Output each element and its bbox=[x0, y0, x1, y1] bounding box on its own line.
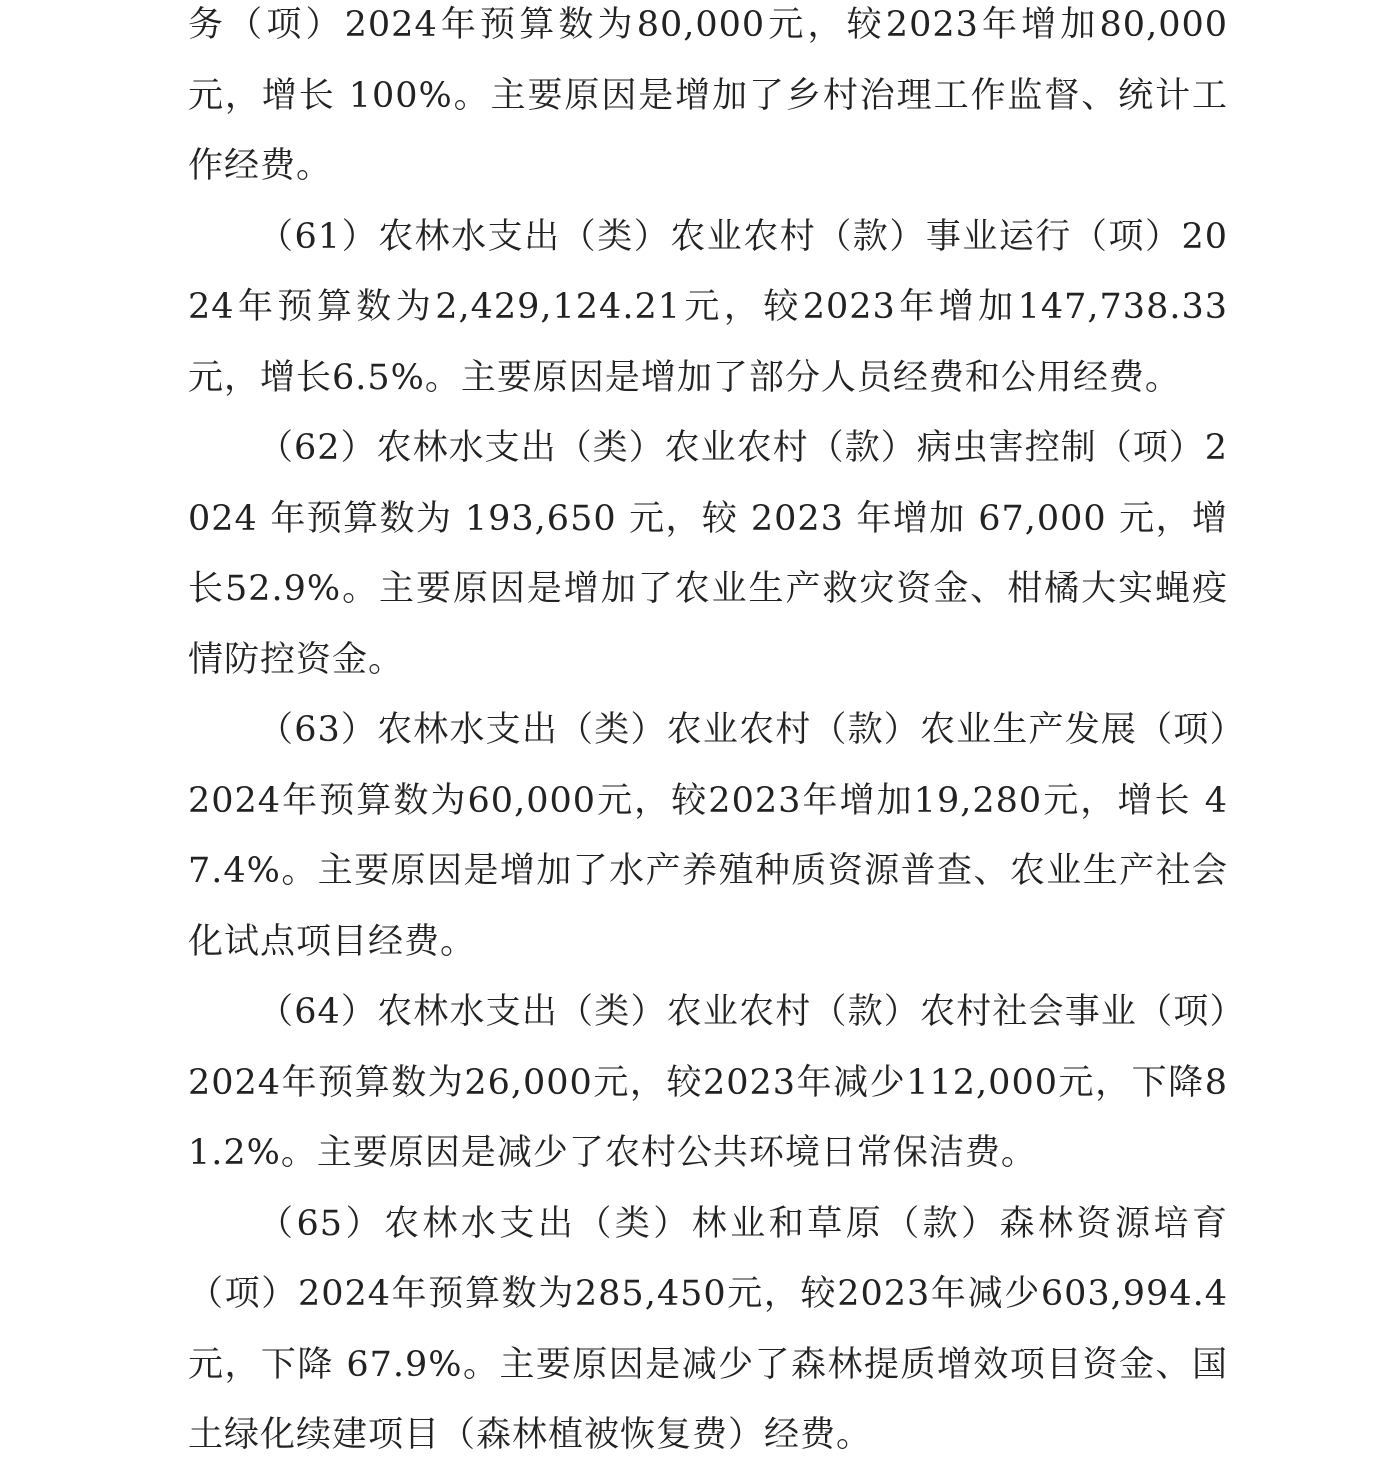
paragraph-62: （62）农林水支出（类）农业农村（款）病虫害控制（项）2024 年预算数为 193,650 元，较 2023 年增加 67,000 元，增长52.9%。主要原因是增加了农业生产救灾资金、柑橘大实蝇疫情防控资金。 bbox=[188, 428, 1228, 680]
paragraph-61: （61）农林水支出（类）农业农村（款）事业运行（项）2024年预算数为2,429,124.21元，较2023年增加147,738.33元，增长6.5%。主要原因是增加了部分人员经费和公用经费。 bbox=[188, 216, 1228, 398]
paragraph-65: （65）农林水支出（类）林业和草原（款）森林资源培育（项）2024年预算数为285,450元，较2023年减少603,994.4元，下降 67.9%。主要原因是减少了森林提质增效项目资金、国土绿化续建项目（森林植被恢复费）经费。 bbox=[188, 1203, 1228, 1455]
document-body bbox=[188, 0, 1228, 1471]
paragraph-60-continuation: 务（项）2024年预算数为80,000元，较2023年增加80,000元，增长 100%。主要原因是增加了乡村治理工作监督、统计工作经费。 bbox=[188, 5, 1228, 186]
paragraph-64: （64）农林水支出（类）农业农村（款）农村社会事业（项）2024年预算数为26,000元，较2023年减少112,000元，下降81.2%。主要原因是减少了农村公共环境日常保洁费。 bbox=[188, 992, 1228, 1173]
paragraph-63: （63）农林水支出（类）农业农村（款）农业生产发展（项）2024年预算数为60,000元，较2023年增加19,280元，增长 47.4%。主要原因是增加了水产养殖种质资源普查、农业生产社会化试点项目经费。 bbox=[188, 710, 1228, 962]
